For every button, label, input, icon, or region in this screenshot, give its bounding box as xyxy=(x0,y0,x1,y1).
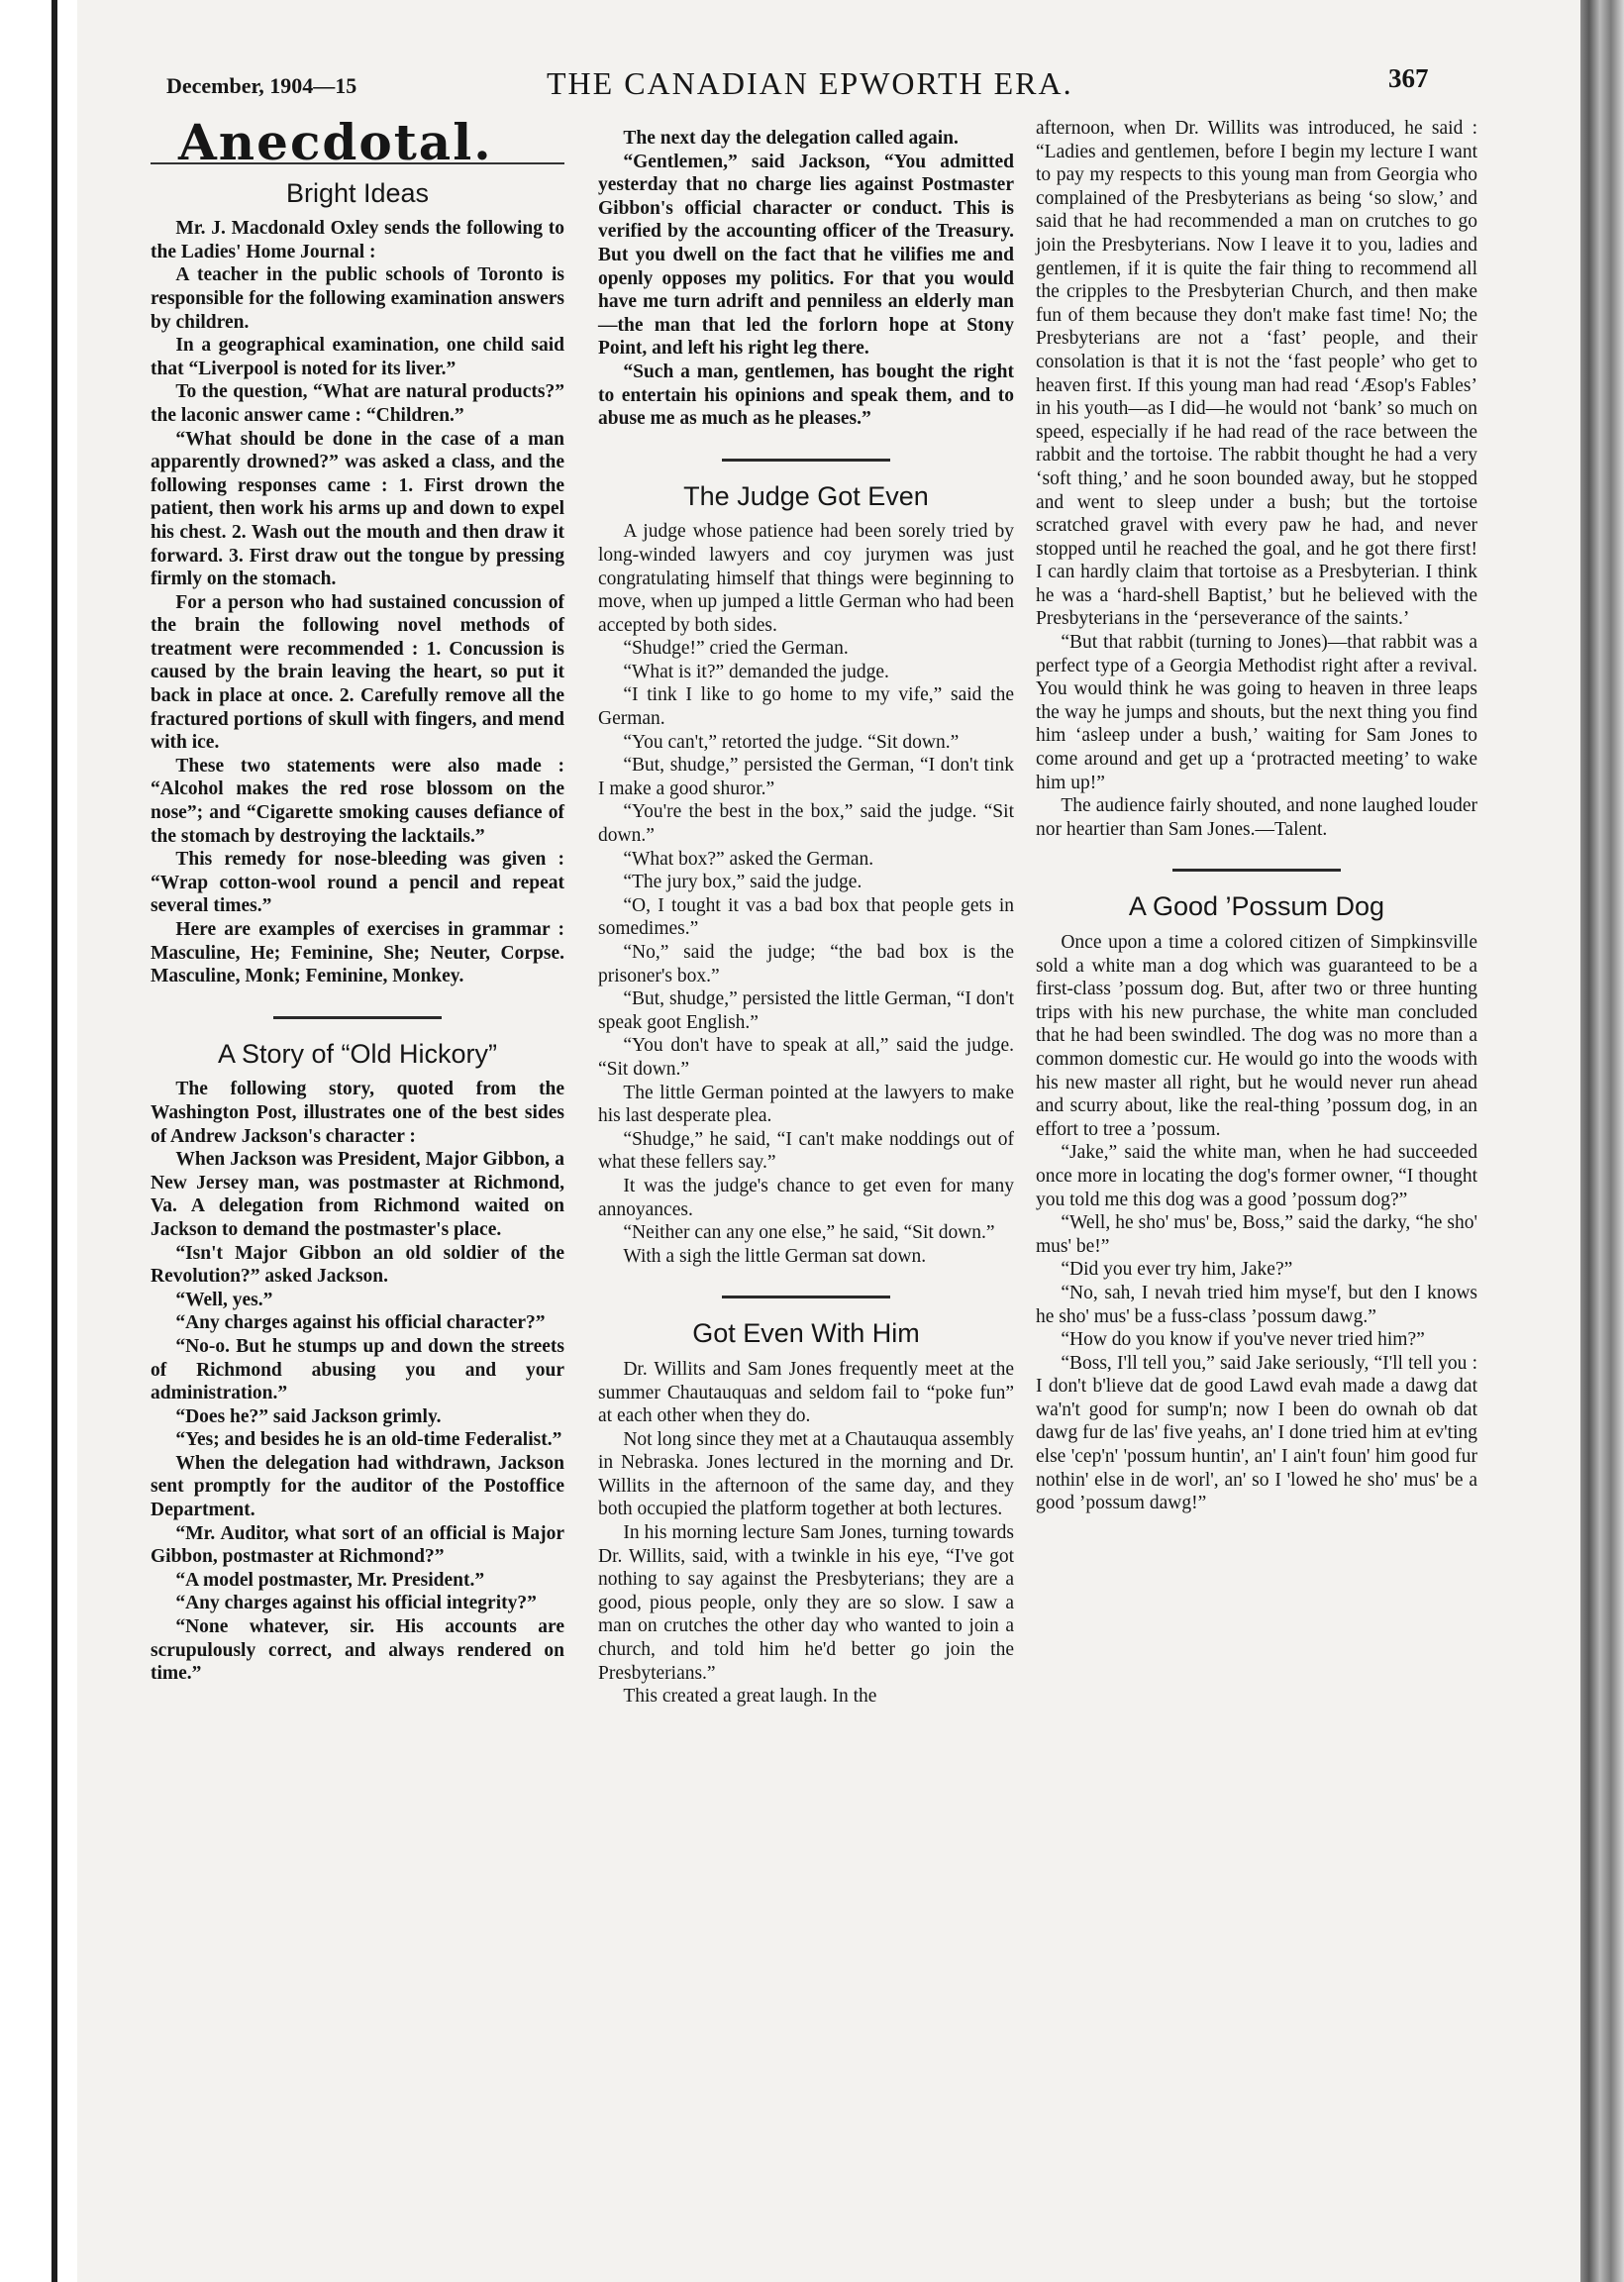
paragraph: “The jury box,” said the judge. xyxy=(623,872,863,893)
paragraph: “But that rabbit (turning to Jones)—that rabbit was a perfect type of a Georgia Methodist right after a revival. You would think he was going to heaven in three leaps the way he jumps and shouts, but the next thing you find him ‘asleep under a bush,’ waiting for Sam Jones to come around and get up a ‘protracted meeting’ to wake him up!” xyxy=(1036,632,1477,793)
paragraph: For a person who had sustained concussion of the brain the following novel methods of treatment were recommended : 1. Concussion is caused by the brain leaving the heart, so put it back in place at once. 2. Carefully remove all the fractured portions of skull with fingers, and mend with ice. xyxy=(151,591,564,754)
paragraph: “But, shudge,” persisted the German, “I don't tink I make a good shuror.” xyxy=(598,755,1014,799)
paragraph: To the question, “What are natural products?” the laconic answer came : “Children.” xyxy=(151,381,564,426)
paragraph: “No,” said the judge; “the bad box is the prisoner's box.” xyxy=(598,942,1014,986)
paragraph: “I tink I like to go home to my vife,” said the German. xyxy=(598,684,1014,730)
paragraph: “What is it?” demanded the judge. xyxy=(623,661,889,682)
paragraph: “You're the best in the box,” said the judge. “Sit down.” xyxy=(598,801,1014,847)
paragraph: “What should be done in the case of a man apparently drowned?” was asked a class, and the following responses came : 1. First drown the patient, then work his arms up and down to expel his chest. 2. Wash out the mouth and then draw it forward. 3. First draw out the tongue by pressing firmly on the stomach. xyxy=(151,428,564,590)
paragraph: “Any charges against his official integrity?” xyxy=(175,1593,537,1614)
paragraph: “Mr. Auditor, what sort of an official is Major Gibbon, postmaster at Richmond?” xyxy=(151,1522,564,1568)
paragraph: “Any charges against his official character?” xyxy=(175,1312,546,1334)
paragraph: Once upon a time a colored citizen of Simpkinsville sold a white man a dog which was guaranteed to be a first-class ’possum dog. But, after two or three hunting trips with his new purchase, the white man concluded that he had been swindled. The dog was no more than a common domestic cur. He would go into the woods with his new master all right, but he would never run ahead and scurry about, like the real-thing ’possum dog, in an effort to tree a ’possum. xyxy=(1036,932,1477,1140)
paragraph: The following story, quoted from the Washington Post, illustrates one of the best sides of Andrew Jackson's character : xyxy=(151,1079,564,1147)
paragraph: Here are examples of exercises in grammar : Masculine, He; Feminine, She; Neuter, Corpse. Masculine, Monk; Feminine, Monkey. xyxy=(151,919,564,987)
paragraph: “None whatever, sir. His accounts are scrupulously correct, and always rendered on time.” xyxy=(151,1616,564,1685)
article-body-old-hickory xyxy=(151,1078,564,1685)
paragraph: It was the judge's chance to get even for many annoyances. xyxy=(598,1175,1014,1220)
article-body-old-hickory-continued xyxy=(598,127,1014,431)
paragraph: In his morning lecture Sam Jones, turning towards Dr. Willits, said, with a twinkle in his eye, “I've got nothing to say against the Presbyterians; they are a good, pious people, only they are so slow. I saw a man on crutches the other day who wanted to join a church, and told him he'd better go join the Presbyterians.” xyxy=(598,1522,1014,1684)
paragraph: “A model postmaster, Mr. President.” xyxy=(175,1569,485,1591)
separator-rule xyxy=(1172,869,1341,872)
separator-rule xyxy=(722,459,890,462)
article-body-got-even-with-him-continued xyxy=(1036,117,1477,841)
paragraph: “Boss, I'll tell you,” said Jake seriously, “I'll tell you : I don't b'lieve dat de good Lawd evah made a dawg dat wa'n't good for sump'n; now I been do ownah ob dat dawg fur de las' five yeahs, an' I done tried him at ev'ting else 'cep'n' 'possum huntin', an' I ain't foun' him good fur nothin' else in de worl', an' so I 'lowed he sho' mus' be a good ’possum dawg!” xyxy=(1036,1352,1477,1514)
paragraph: “No, sah, I nevah tried him myse'f, but den I knows he sho' mus' be a fuss-class ’possum dawg.” xyxy=(1036,1282,1477,1327)
article-body-got-even-with-him xyxy=(598,1358,1014,1709)
article-body-judge-got-even xyxy=(598,520,1014,1268)
section-masthead: Anecdotal. xyxy=(178,113,493,171)
paragraph: With a sigh the little German sat down. xyxy=(623,1245,927,1267)
paragraph: A judge whose patience had been sorely tried by long-winded lawyers and coy jurymen was just congratulating himself that things were beginning to move, when up jumped a little German who had been accepted by both sides. xyxy=(598,521,1014,636)
paragraph: “O, I tought it vas a bad box that people gets in somedimes.” xyxy=(598,894,1014,940)
binding-margin xyxy=(0,0,77,2282)
paragraph: The audience fairly shouted, and none laughed louder nor heartier than Sam Jones.—Talent. xyxy=(1036,795,1477,840)
article-body-bright-ideas xyxy=(151,217,564,988)
paragraph: This created a great laugh. In the xyxy=(623,1686,877,1708)
paragraph: Dr. Willits and Sam Jones frequently meet at the summer Chautauquas and seldom fail to “poke fun” at each other when they do. xyxy=(598,1358,1014,1427)
paragraph: A teacher in the public schools of Toronto is responsible for the following examination answers by children. xyxy=(151,264,564,333)
paragraph: “No-o. But he stumps up and down the streets of Richmond abusing you and your administration.” xyxy=(151,1335,564,1404)
binding-line xyxy=(51,0,57,2282)
paragraph: The next day the delegation called again. xyxy=(623,128,959,149)
paragraph: This remedy for nose-bleeding was given : “Wrap cotton-wool round a pencil and repeat several times.” xyxy=(151,849,564,917)
article-title-judge-got-even: The Judge Got Even xyxy=(683,480,929,511)
paragraph: The little German pointed at the lawyers to make his last desperate plea. xyxy=(598,1082,1014,1127)
paragraph: “Well, he sho' mus' be, Boss,” said the darky, “he sho' mus' be!” xyxy=(1036,1212,1477,1257)
paragraph: “Well, yes.” xyxy=(175,1289,273,1310)
article-body-possum-dog xyxy=(1036,931,1477,1515)
header-magazine-title: THE CANADIAN EPWORTH ERA. xyxy=(547,65,1073,101)
paragraph: “How do you know if you've never tried him?” xyxy=(1061,1329,1425,1351)
separator-rule xyxy=(722,1296,890,1298)
paragraph: “Such a man, gentlemen, has bought the right to entertain his opinions and speak them, and to abuse me as much as he pleases.” xyxy=(598,361,1014,430)
paragraph: “Shudge,” he said, “I can't make noddings out of what these fellers say.” xyxy=(598,1128,1014,1174)
paragraph: “You can't,” retorted the judge. “Sit down.” xyxy=(623,731,960,753)
paragraph: “Jake,” said the white man, when he had succeeded once more in locating the dog's former owner, “I thought you told me this dog was a good ’possum dog?” xyxy=(1036,1142,1477,1210)
paragraph: When Jackson was President, Major Gibbon, a New Jersey man, was postmaster at Richmond, Va. A delegation from Richmond waited on Jackson to demand the postmaster's place. xyxy=(151,1149,564,1240)
paragraph: In a geographical examination, one child said that “Liverpool is noted for its liver.” xyxy=(151,335,564,379)
column-3 xyxy=(1036,117,1477,1515)
paragraph: “Isn't Major Gibbon an old soldier of the Revolution?” asked Jackson. xyxy=(151,1242,564,1288)
paragraph: When the delegation had withdrawn, Jackson sent promptly for the auditor of the Postoffice Department. xyxy=(151,1452,564,1521)
column-1 xyxy=(151,113,564,1686)
article-title-old-hickory: A Story of “Old Hickory” xyxy=(217,1038,498,1069)
separator-rule xyxy=(273,1016,442,1019)
paragraph: “What box?” asked the German. xyxy=(623,848,874,870)
header-page-number: 367 xyxy=(1388,63,1429,93)
page-edge xyxy=(1580,0,1624,2282)
paragraph: Not long since they met at a Chautauqua assembly in Nebraska. Jones lectured in the morning and Dr. Willits in the afternoon of the same day, and they both occupied the platform together at both lectures. xyxy=(598,1428,1014,1520)
header-date: December, 1904—15 xyxy=(166,73,357,98)
article-title-got-even-with-him: Got Even With Him xyxy=(692,1318,920,1349)
paragraph: “Did you ever try him, Jake?” xyxy=(1061,1259,1293,1281)
paragraph: “Neither can any one else,” he said, “Sit down.” xyxy=(623,1222,995,1244)
paragraph: “Does he?” said Jackson grimly. xyxy=(175,1405,442,1427)
paragraph: afternoon, when Dr. Willits was introduced, he said : “Ladies and gentlemen, before I begin my lecture I want to pay my respects to this young man from Georgia who complained of the Presbyterians as being ‘so slow,’ and said that he had recommended a man on crutches to go join the Presbyterians. Now I leave it to you, ladies and gentlemen, if it is quite the fair thing to recommend all the cripples to the Presbyterian Church, and then make fun of them because they don't make fast time! No; the Presbyterians are not a ‘fast’ people, and their consolation is that it is not the ‘fast people’ who get to heaven first. If this young man had read ‘Æsop's Fables’ in his youth—as I did—he would not ‘bank’ so much on speed, especially if he had read of the race between the rabbit and the tortoise. The rabbit thought he had a very ‘soft thing,’ and he soon bounded away, but he stopped and went to sleep under a bush; but the tortoise scratched gravel with every paw he had, and never stopped until he reached the goal, and he got there first! I can hardly claim that tortoise as a Presbyterian. I think he was a ‘hard-shell Baptist,’ but he believed with the Presbyterians in the ‘perseverance of the saints.’ xyxy=(1036,118,1477,630)
paragraph: “But, shudge,” persisted the little German, “I don't speak goot English.” xyxy=(598,988,1014,1033)
paragraph: “Shudge!” cried the German. xyxy=(623,638,849,660)
paragraph: These two statements were also made : “Alcohol makes the red rose blossom on the nose”; and “Cigarette smoking causes defiance of the stomach by destroying the lacktails.” xyxy=(151,755,564,847)
paragraph: “Yes; and besides he is an old-time Federalist.” xyxy=(175,1429,562,1451)
paragraph: Mr. J. Macdonald Oxley sends the following to the Ladies' Home Journal : xyxy=(151,218,564,262)
column-2 xyxy=(598,127,1014,1709)
paragraph: “Gentlemen,” said Jackson, “You admitted yesterday that no charge lies against Postmaster Gibbon's official character or conduct. This is verified by the accounting officer of the Treasury. But you dwell on the fact that he vilifies me and openly opposes my politics. For that you would have me turn adrift and penniless an elderly man—the man that led the forlorn hope at Stony Point, and left his right leg there. xyxy=(598,151,1014,360)
article-title-possum-dog: A Good ’Possum Dog xyxy=(1128,891,1385,922)
paragraph: “You don't have to speak at all,” said the judge. “Sit down.” xyxy=(598,1035,1014,1080)
article-title-bright-ideas: Bright Ideas xyxy=(285,177,430,208)
